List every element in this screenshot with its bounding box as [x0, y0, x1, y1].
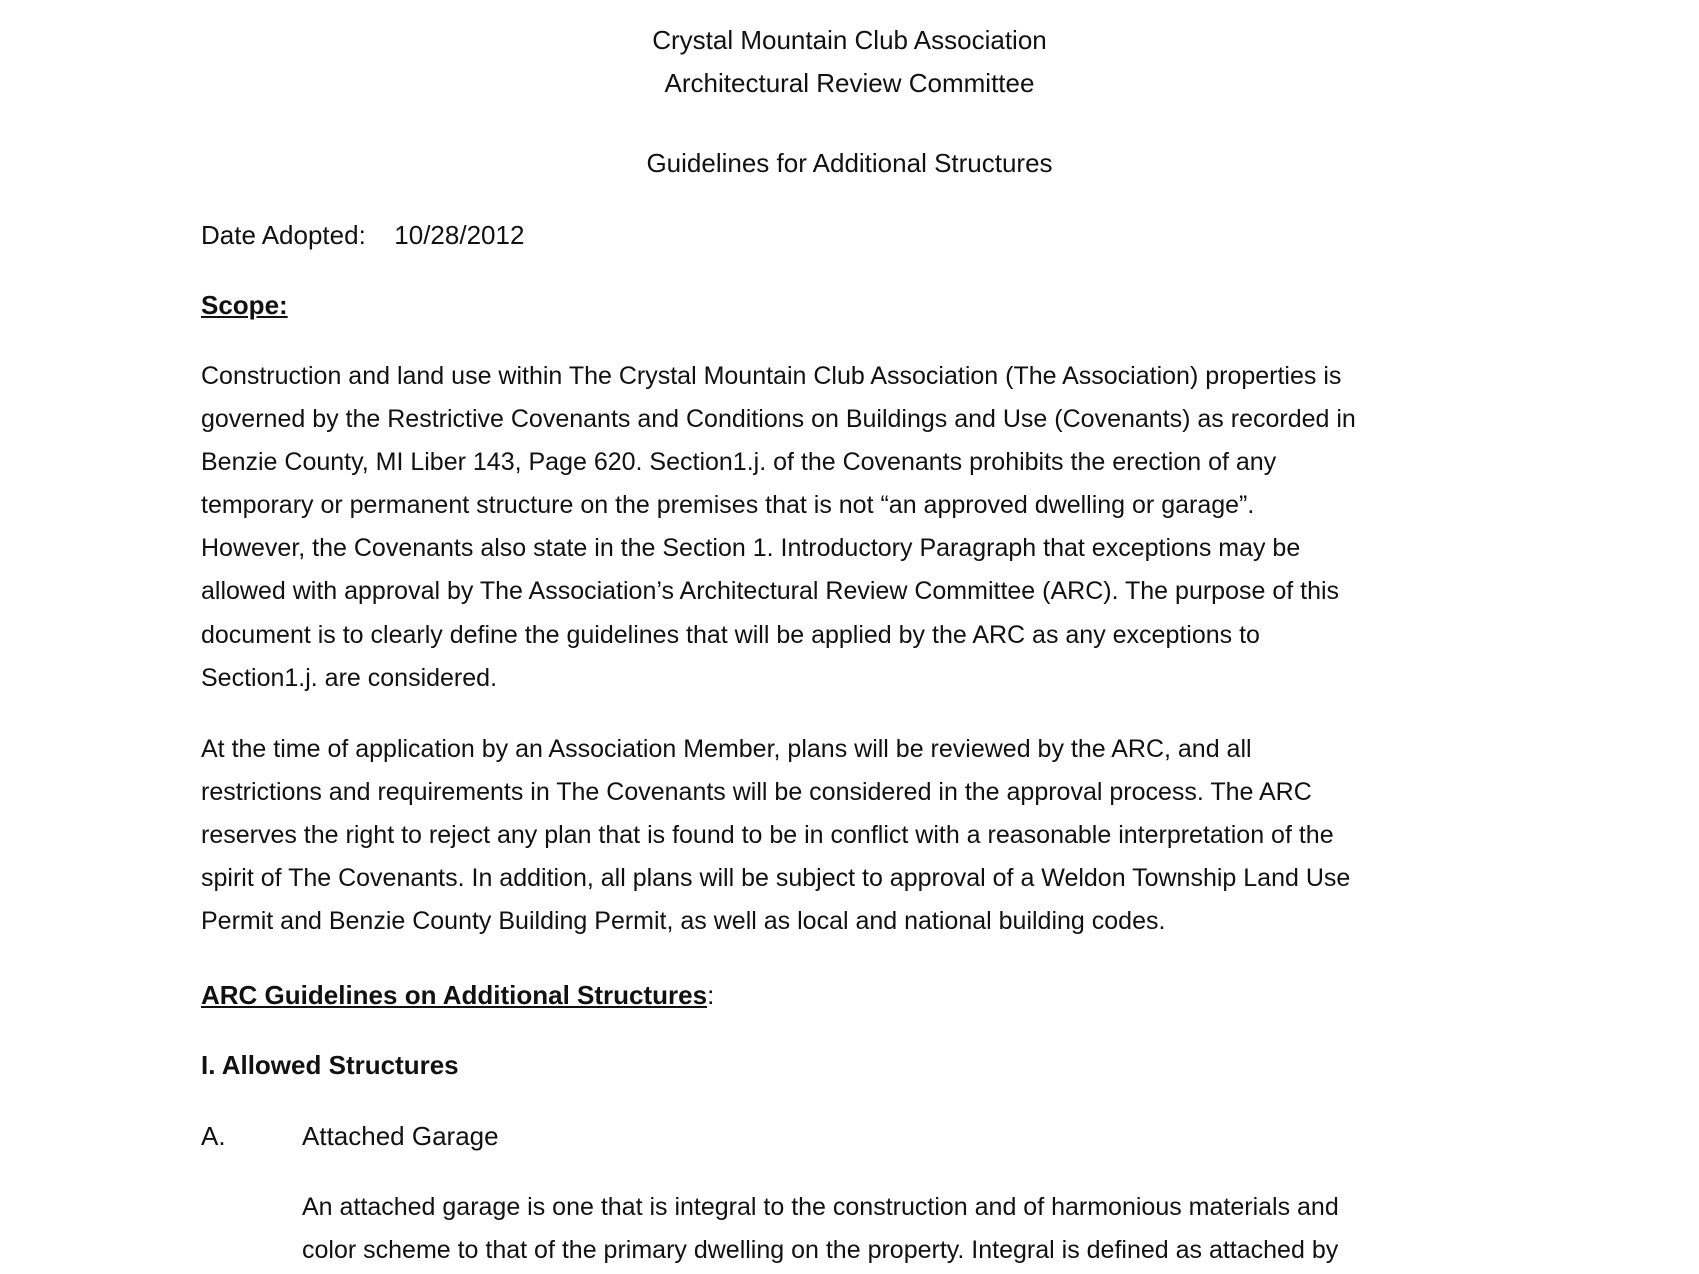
- date-adopted: [201, 220, 1511, 251]
- committee-name: Architectural Review Committee: [664, 68, 1035, 98]
- paragraph-line: Section1.j. are considered.: [201, 663, 498, 692]
- document-title: Guidelines for Additional Structures: [646, 148, 1053, 178]
- paragraph-line: Permit and Benzie County Building Permit, as well as local and national building codes.: [201, 907, 1166, 936]
- scope-paragraph-2: [201, 728, 1511, 943]
- paragraph-line: temporary or permanent structure on the premises that is not “an approved dwelling or garage”.: [201, 491, 1255, 520]
- item-a-label: A.: [201, 1121, 226, 1151]
- date-adopted-label: Date Adopted:: [201, 220, 366, 250]
- guidelines-heading-text: ARC Guidelines on Additional Structures: [201, 980, 708, 1010]
- paragraph-line: An attached garage is one that is integral to the construction and of harmonious materials and: [302, 1193, 1339, 1221]
- paragraph-line: restrictions and requirements in The Covenants will be considered in the approval process. The ARC: [201, 778, 1312, 807]
- org-name: Crystal Mountain Club Association: [652, 25, 1047, 55]
- paragraph-line: However, the Covenants also state in the Section 1. Introductory Paragraph that exceptions may be: [201, 534, 1301, 563]
- scope-paragraph-1: [201, 355, 1511, 700]
- paragraph-line: allowed with approval by The Association’s Architectural Review Committee (ARC). The purpose of this: [201, 577, 1340, 606]
- paragraph-line: governed by the Restrictive Covenants and Conditions on Buildings and Use (Covenants) as recorded in: [201, 405, 1356, 434]
- paragraph-line: At the time of application by an Association Member, plans will be reviewed by the ARC, and all: [201, 735, 1252, 763]
- paragraph-line: Benzie County, MI Liber 143, Page 620. Section1.j. of the Covenants prohibits the erection of any: [201, 448, 1277, 477]
- section-title-text: I. Allowed Structures: [201, 1050, 459, 1080]
- scope-heading-text: Scope:: [201, 290, 288, 320]
- paragraph-line: spirit of The Covenants. In addition, all plans will be subject to approval of a Weldon Township Land Use: [201, 864, 1351, 893]
- paragraph-line: color scheme to that of the primary dwelling on the property. Integral is defined as attached by: [302, 1236, 1339, 1264]
- guidelines-heading-colon: :: [707, 980, 715, 1010]
- section-title: [201, 1050, 1511, 1081]
- guidelines-heading: [201, 980, 1511, 1011]
- date-adopted-value: 10/28/2012: [394, 220, 525, 250]
- item-a-paragraph: [302, 1186, 1522, 1272]
- item-a-title: Attached Garage: [302, 1121, 499, 1151]
- paragraph-line: document is to clearly define the guidelines that will be applied by the ARC as any exceptions to: [201, 620, 1260, 649]
- scope-heading: [201, 290, 1511, 321]
- paragraph-line: Construction and land use within The Crystal Mountain Club Association (The Association) properties is: [201, 362, 1342, 390]
- paragraph-line: reserves the right to reject any plan that is found to be in conflict with a reasonable interpretation of the: [201, 821, 1334, 850]
